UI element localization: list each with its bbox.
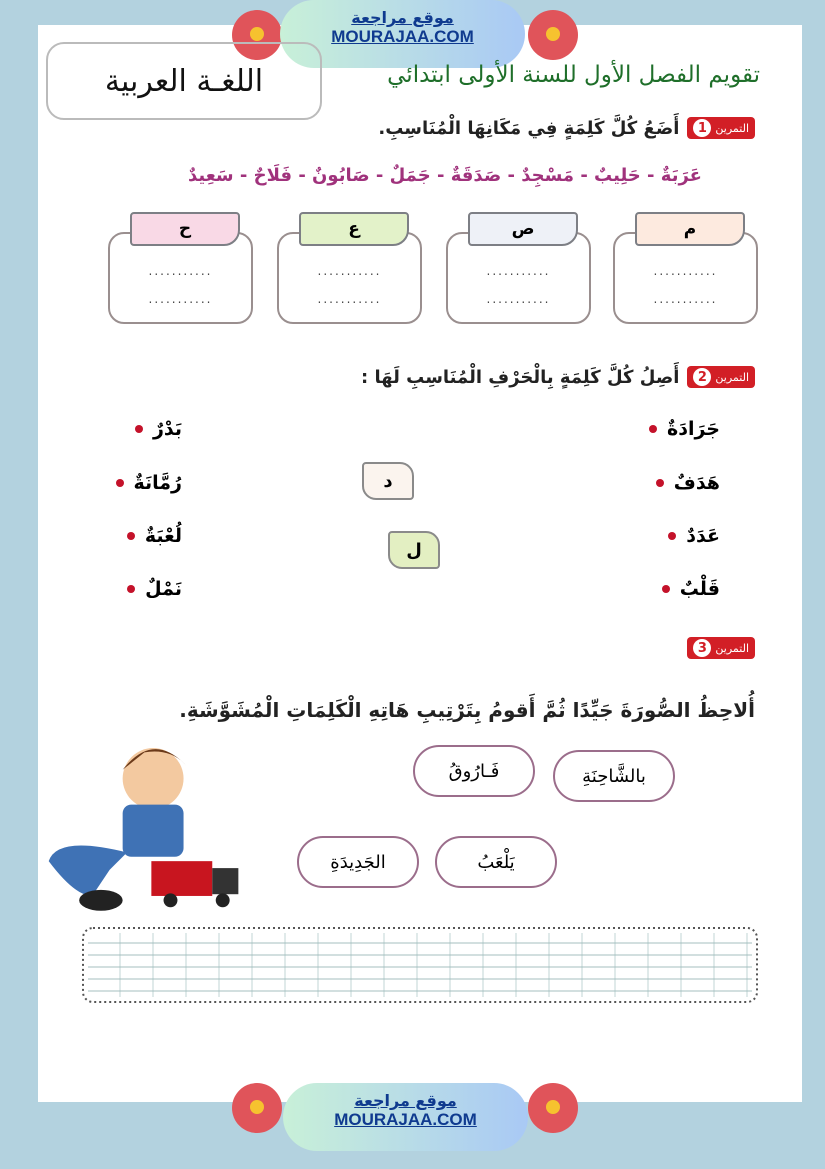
bullet-dot[interactable] [649, 425, 657, 433]
word-left[interactable] [127, 578, 182, 600]
letter-sort-box[interactable] [613, 219, 758, 324]
subject-title: اللغـة العربية [46, 42, 322, 120]
letter-box[interactable]: ل [388, 531, 440, 569]
dotted-line: ........... [653, 264, 718, 278]
bullet-dot[interactable] [135, 425, 143, 433]
word-right[interactable] [656, 472, 720, 494]
word-list: عَرَبَةٌ - حَلِيبٌ - مَسْجِدٌ - صَدَقَةٌ - جَمَلٌ - صَابُونٌ - فَلَاحٌ - سَعِيدٌ [188, 165, 702, 186]
word-text: لُعْبَةٌ [144, 525, 182, 547]
bullet-dot[interactable] [127, 532, 135, 540]
bullet-dot[interactable] [116, 479, 124, 487]
word-text: نَمْلٌ [145, 578, 182, 600]
bullet-dot[interactable] [127, 585, 135, 593]
bullet-dot[interactable] [662, 585, 670, 593]
dotted-line: ........... [486, 264, 551, 278]
site-name-ar: موقع مراجعة [354, 1091, 457, 1110]
dotted-line: ........... [317, 292, 382, 306]
dotted-line: ........... [486, 292, 551, 306]
site-logo [528, 1083, 578, 1133]
writing-lines-area[interactable] [80, 925, 760, 1005]
bullet-dot[interactable] [668, 532, 676, 540]
word-cloud[interactable]: يَلْعَبُ [435, 836, 557, 888]
page-title: تقويم الفصل الأول للسنة الأولى ابتدائي [387, 62, 760, 88]
letter-sort-box[interactable] [277, 219, 422, 324]
site-logo [232, 1083, 282, 1133]
site-name-en: MOURAJAA.COM [334, 1110, 477, 1129]
letter-box[interactable]: د [362, 462, 414, 500]
word-left[interactable] [127, 525, 182, 547]
word-text: هَدَفٌ [673, 472, 720, 494]
site-name-ar: موقع مراجعة [351, 8, 454, 27]
dotted-line: ........... [317, 264, 382, 278]
letter-tab: ص [468, 212, 578, 246]
word-left[interactable] [116, 472, 183, 494]
word-text: رُمَّانَةٌ [133, 472, 182, 494]
dotted-line: ........... [148, 264, 213, 278]
site-banner-bottom[interactable] [283, 1083, 528, 1151]
word-text: جَرَادَةٌ [667, 418, 720, 440]
exercise-1-header [378, 117, 755, 139]
boy-playing-truck-illustration [40, 735, 280, 920]
letter-tab: ع [299, 212, 409, 246]
exercise-badge: التمرين 3 [687, 637, 755, 659]
letter-sort-box[interactable] [108, 219, 253, 324]
word-left[interactable] [135, 418, 182, 440]
word-text: قَلْبٌ [679, 578, 720, 600]
exercise-2-instruction: أَصِلُ كُلَّ كَلِمَةٍ بِالْحَرْفِ الْمُنَاسِبِ لَهَا : [361, 366, 680, 388]
exercise-badge: التمرين 2 [687, 366, 755, 388]
word-cloud[interactable]: الجَدِيدَةِ [297, 836, 419, 888]
dotted-line: ........... [653, 292, 718, 306]
word-cloud[interactable]: فَـارُوقُ [413, 745, 535, 797]
letter-tab: ح [130, 212, 240, 246]
site-logo [528, 10, 578, 60]
site-name-en: MOURAJAA.COM [331, 27, 474, 46]
word-text: بَدْرٌ [152, 418, 182, 440]
exercise-3-instruction: أُلاحِظُ الصُّورَةَ جَيِّدًا ثُمَّ أَقومُ بِتَرْتِيبِ هَاتِهِ الْكَلِمَاتِ الْمُشَوَّشَةِ. [179, 698, 755, 722]
word-right[interactable] [662, 578, 720, 600]
word-right[interactable] [649, 418, 720, 440]
word-cloud[interactable]: بالشَّاحِنَةِ [553, 750, 675, 802]
letter-tab: م [635, 212, 745, 246]
exercise-badge: التمرين 1 [687, 117, 755, 139]
exercise-3-header [687, 637, 755, 659]
exercise-2-header [361, 366, 755, 388]
word-text: عَدَدٌ [686, 525, 720, 547]
word-right[interactable] [668, 525, 720, 547]
exercise-1-instruction: أَضَعُ كُلَّ كَلِمَةٍ فِي مَكَانِهَا الْمُنَاسِبِ. [378, 117, 680, 139]
dotted-line: ........... [148, 292, 213, 306]
bullet-dot[interactable] [656, 479, 664, 487]
letter-sort-box[interactable] [446, 219, 591, 324]
